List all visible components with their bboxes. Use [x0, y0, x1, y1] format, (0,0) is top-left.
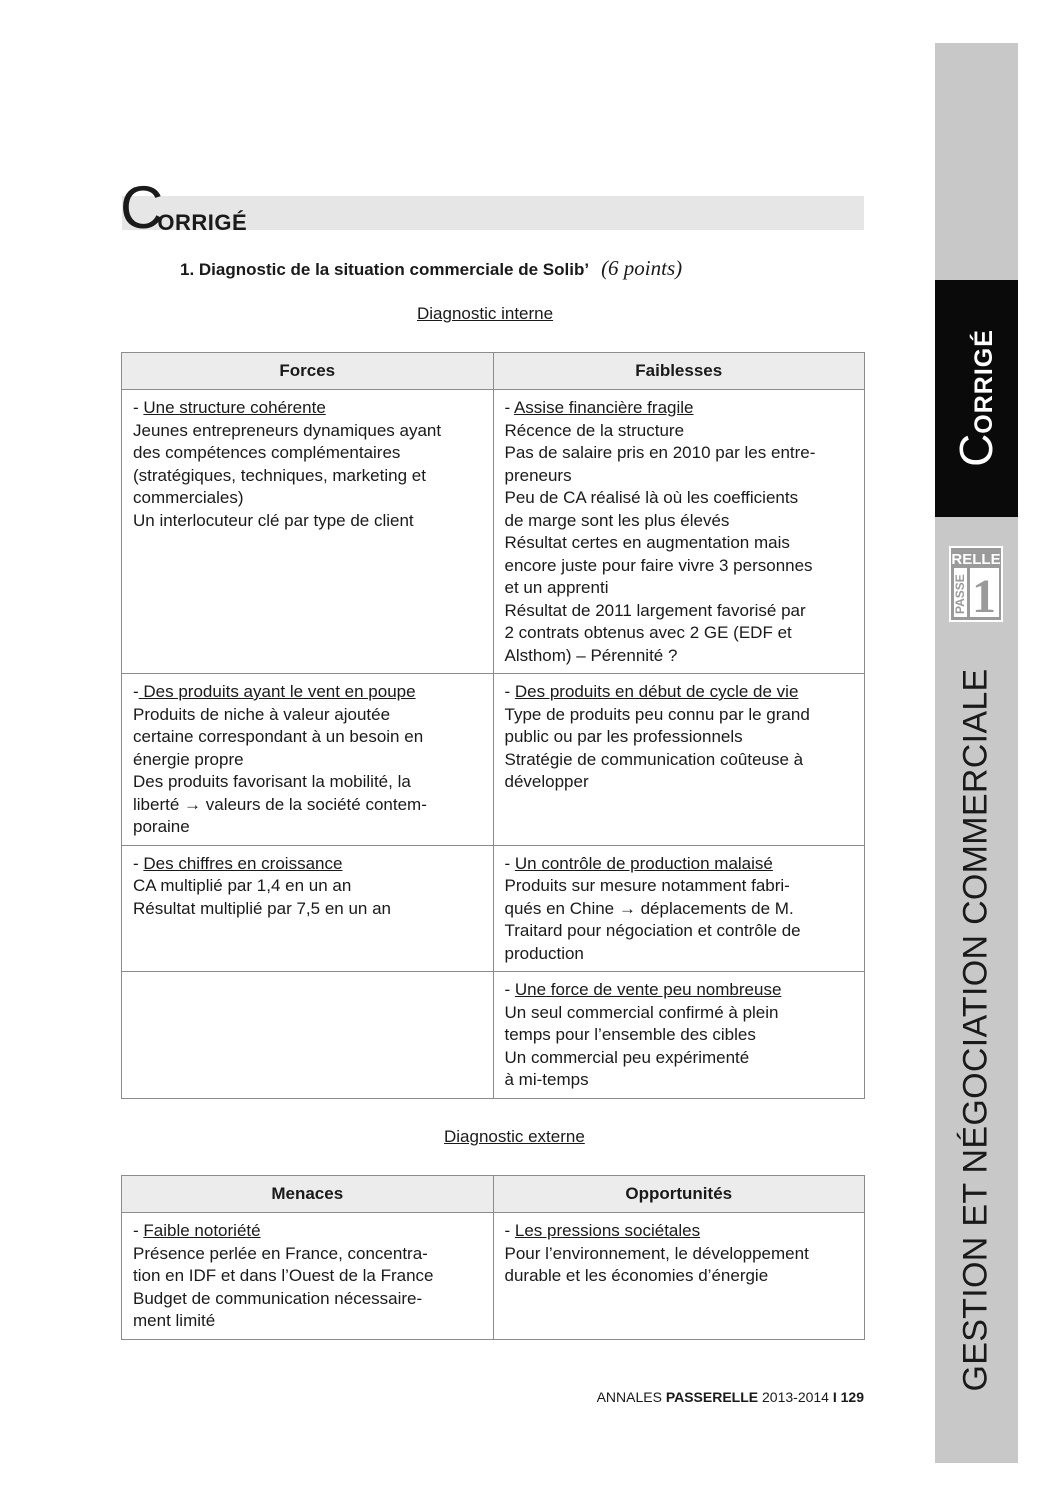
- cell-line: des compétences complémentaires: [133, 443, 401, 462]
- cell-line: Des produits favorisant la mobilité, la: [133, 772, 411, 791]
- external-diagnostic-heading: Diagnostic externe: [444, 1127, 585, 1146]
- table-row: [122, 390, 865, 674]
- column-header: Faiblesses: [493, 353, 865, 390]
- external-diagnostic-table: [121, 1175, 865, 1340]
- cell-heading: - Assise financière fragile: [504, 398, 694, 417]
- cell-line: Résultat certes en augmentation mais: [504, 533, 790, 552]
- cell-line: Résultat de 2011 largement favorisé par: [504, 600, 806, 620]
- page-title: CORRIGÉ: [120, 174, 248, 241]
- cell-line: Budget de communication nécessaire-: [133, 1288, 423, 1308]
- table-row: [122, 972, 865, 1099]
- cell-line: preneurs: [504, 465, 572, 485]
- table-row: [122, 674, 865, 846]
- table-row: [122, 845, 865, 972]
- cell-line: poraine: [133, 817, 190, 836]
- cell-line: 2 contrats obtenus avec 2 GE (EDF et: [504, 623, 792, 642]
- table-cell: [122, 390, 494, 674]
- side-corrige-label: CORRIGÉ: [950, 329, 1002, 467]
- table-cell: [122, 972, 494, 1099]
- table-cell: [493, 845, 865, 972]
- cell-line: de marge sont les plus élevés: [504, 510, 730, 530]
- cell-line: Type de produits peu connu par le grand: [504, 704, 810, 724]
- svg-text:RELLE: RELLE: [951, 551, 1001, 568]
- table-cell: [122, 674, 494, 846]
- cell-line: Récence de la structure: [504, 420, 685, 440]
- cell-line: production: [504, 943, 584, 963]
- svg-text:PASSE: PASSE: [953, 574, 967, 614]
- cell-line: encore juste pour faire vivre 3 personnes: [504, 555, 813, 575]
- cell-line: Stratégie de communication coûteuse à: [504, 749, 804, 769]
- cell-line: tion en IDF et dans l’Ouest de la France: [133, 1266, 434, 1285]
- cell-line: (stratégiques, techniques, marketing et: [133, 465, 426, 485]
- cell-heading: - Des produits en début de cycle de vie: [504, 682, 799, 701]
- page-footer: ANNALES PASSERELLE 2013-2014 I 129: [596, 1389, 864, 1405]
- column-header: Forces: [122, 353, 494, 390]
- section-heading: 1. Diagnostic de la situation commerciale de Solib’ (6 points): [180, 256, 683, 280]
- table-cell: [493, 390, 865, 674]
- cell-heading: - Faible notoriété: [133, 1221, 261, 1240]
- cell-line: durable et les économies d’énergie: [504, 1266, 769, 1285]
- passerelle-1-logo: [949, 546, 1003, 622]
- svg-text:1: 1: [972, 570, 996, 622]
- cell-line: Un interlocuteur clé par type de client: [133, 510, 414, 530]
- cell-heading: - Des chiffres en croissance: [133, 853, 343, 873]
- cell-line: Peu de CA réalisé là où les coefficients: [504, 488, 799, 507]
- cell-heading: - Des produits ayant le vent en poupe: [133, 682, 416, 701]
- cell-line: énergie propre: [133, 749, 244, 769]
- cell-line: Résultat multiplié par 7,5 en un an: [133, 898, 391, 918]
- cell-line: certaine correspondant à un besoin en: [133, 727, 424, 746]
- cell-line: ment limité: [133, 1311, 216, 1330]
- cell-heading: - Une structure cohérente: [133, 398, 326, 417]
- table-cell: [493, 674, 865, 846]
- cell-heading: - Une force de vente peu nombreuse: [504, 980, 782, 999]
- cell-line: Pour l’environnement, le développement: [504, 1243, 809, 1263]
- cell-line: liberté → valeurs de la société contem-: [133, 794, 427, 814]
- cell-line: et un apprenti: [504, 578, 609, 597]
- cell-line: Produits de niche à valeur ajoutée: [133, 704, 391, 724]
- column-header: Menaces: [122, 1176, 494, 1213]
- internal-diagnostic-heading: Diagnostic interne: [417, 304, 554, 323]
- cell-line: Pas de salaire pris en 2010 par les entre-: [504, 443, 816, 462]
- cell-line: à mi-temps: [504, 1070, 589, 1089]
- table-cell: [493, 972, 865, 1099]
- cell-heading: - Un contrôle de production malaisé: [504, 853, 773, 873]
- cell-line: Un seul commercial confirmé à plein: [504, 1002, 779, 1022]
- table-cell: [122, 1213, 494, 1340]
- column-header: Opportunités: [493, 1176, 865, 1213]
- page-number: 129: [836, 1389, 864, 1405]
- cell-line: Jeunes entrepreneurs dynamiques ayant: [133, 420, 442, 440]
- cell-line: Traitard pour négociation et contrôle de: [504, 921, 801, 940]
- table-cell: [122, 845, 494, 972]
- cell-line: Produits sur mesure notamment fabri-: [504, 876, 790, 895]
- cell-line: commerciales): [133, 488, 244, 507]
- cell-line: temps pour l’ensemble des cibles: [504, 1025, 756, 1044]
- cell-heading: - Les pressions sociétales: [504, 1221, 701, 1240]
- side-subject-title: GESTION ET NÉGOCIATION COMMERCIALE: [956, 668, 995, 1392]
- cell-line: public ou par les professionnels: [504, 727, 743, 746]
- table-cell: [493, 1213, 865, 1340]
- cell-line: développer: [504, 772, 589, 791]
- cell-line: Alsthom) – Pérennité ?: [504, 645, 678, 665]
- internal-diagnostic-table: [121, 352, 865, 1099]
- table-row: [122, 1213, 865, 1340]
- cell-line: CA multiplié par 1,4 en un an: [133, 876, 352, 895]
- cell-line: qués en Chine → déplacements de M.: [504, 898, 794, 918]
- cell-line: Un commercial peu expérimenté: [504, 1047, 750, 1067]
- section-points: (6 points): [601, 256, 683, 280]
- cell-line: Présence perlée en France, concentra-: [133, 1243, 428, 1263]
